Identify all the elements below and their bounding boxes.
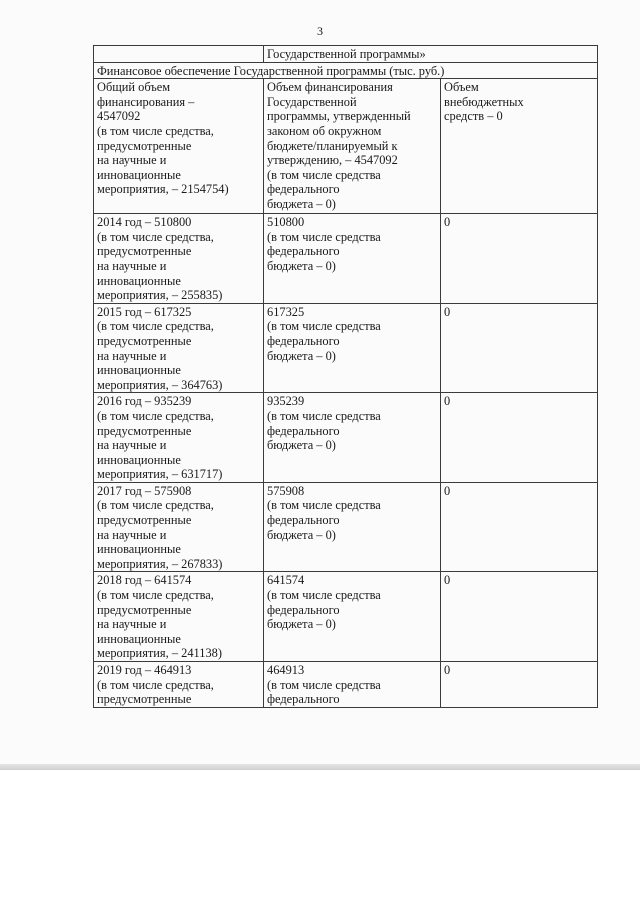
financing-table xyxy=(93,45,598,708)
financing-header-cell: Финансовое обеспечение Государственной программы (тыс. руб.) xyxy=(94,62,598,79)
year-extrabudget-cell: 0 xyxy=(441,303,598,393)
year-extrabudget-cell: 0 xyxy=(441,662,598,708)
table-row-total xyxy=(94,79,598,214)
extrabudget-funding-cell: Объем внебюджетных средств – 0 xyxy=(441,79,598,214)
table-row-2019 xyxy=(94,662,598,708)
year-program-cell: 641574 (в том числе средства федерального бюджета – 0) xyxy=(264,572,441,662)
year-total-cell: 2016 год – 935239 (в том числе средства, предусмотренные на научные и инновационные мероприятия, – 631717) xyxy=(94,393,264,483)
table-row-2015 xyxy=(94,303,598,393)
year-program-cell: 617325 (в том числе средства федерального бюджета – 0) xyxy=(264,303,441,393)
table-row-2016 xyxy=(94,393,598,483)
table-row xyxy=(94,62,598,79)
table-cell-empty xyxy=(94,46,264,63)
scan-edge-shadow xyxy=(0,764,640,770)
year-total-cell: 2019 год – 464913 (в том числе средства, предусмотренные xyxy=(94,662,264,708)
year-extrabudget-cell: 0 xyxy=(441,214,598,304)
year-extrabudget-cell: 0 xyxy=(441,393,598,483)
table-row xyxy=(94,46,598,63)
year-program-cell: 935239 (в том числе средства федерального бюджета – 0) xyxy=(264,393,441,483)
year-extrabudget-cell: 0 xyxy=(441,572,598,662)
page-number: 3 xyxy=(317,24,323,38)
total-funding-cell: Общий объем финансирования – 4547092 (в том числе средства, предусмотренные на научные и инновационные мероприятия, – 2154754) xyxy=(94,79,264,214)
year-extrabudget-cell: 0 xyxy=(441,482,598,572)
year-total-cell: 2014 год – 510800 (в том числе средства, предусмотренные на научные и инновационные мероприятия, – 255835) xyxy=(94,214,264,304)
year-total-cell: 2015 год – 617325 (в том числе средства, предусмотренные на научные и инновационные мероприятия, – 364763) xyxy=(94,303,264,393)
program-name-cell: Государственной программы» xyxy=(264,46,598,63)
year-program-cell: 575908 (в том числе средства федерального бюджета – 0) xyxy=(264,482,441,572)
table-row-2014 xyxy=(94,214,598,304)
program-funding-cell: Объем финансирования Государственной программы, утвержденный законом об окружном бюджете/планируемый к утверждению, – 4547092 (в том числе средства федерального бюджета – 0) xyxy=(264,79,441,214)
year-total-cell: 2017 год – 575908 (в том числе средства, предусмотренные на научные и инновационные мероприятия, – 267833) xyxy=(94,482,264,572)
table-row-2018 xyxy=(94,572,598,662)
table-row-2017 xyxy=(94,482,598,572)
year-program-cell: 464913 (в том числе средства федерального xyxy=(264,662,441,708)
year-program-cell: 510800 (в том числе средства федерального бюджета – 0) xyxy=(264,214,441,304)
year-total-cell: 2018 год – 641574 (в том числе средства, предусмотренные на научные и инновационные мероприятия, – 241138) xyxy=(94,572,264,662)
